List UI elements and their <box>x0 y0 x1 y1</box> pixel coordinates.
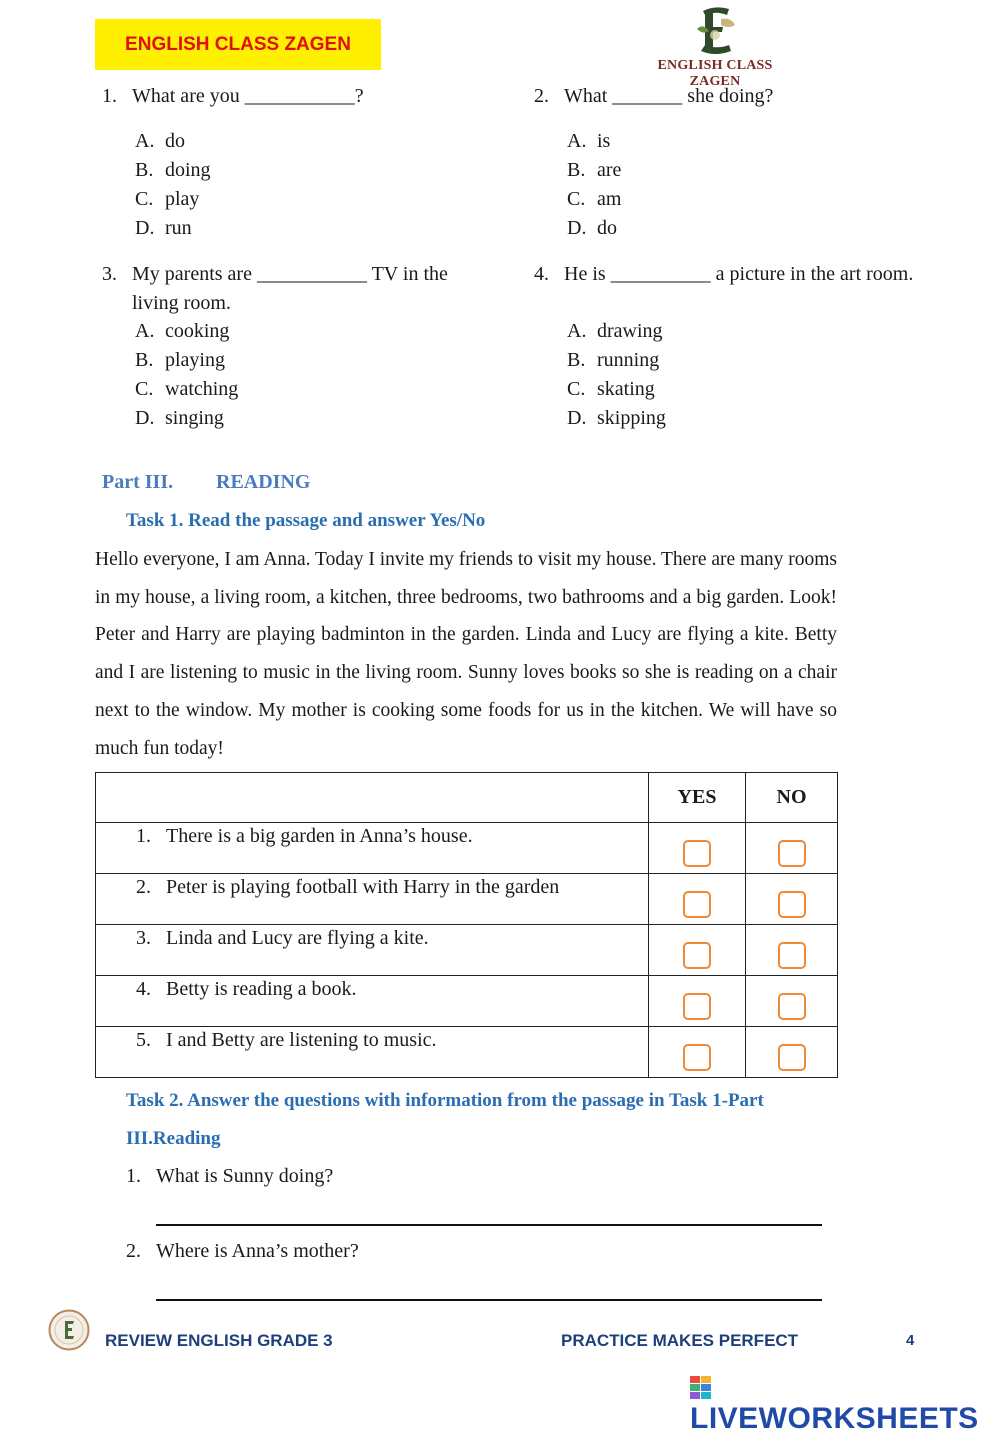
table-row <box>96 1027 838 1078</box>
question-number: 2. <box>534 85 549 107</box>
yes-checkbox[interactable] <box>683 942 711 969</box>
table-row <box>96 823 838 874</box>
question-3 <box>102 260 448 318</box>
task1-heading: Task 1. Read the passage and answer Yes/No <box>126 510 486 531</box>
option[interactable]: C. skating <box>567 378 655 400</box>
option[interactable]: C. am <box>567 188 622 210</box>
no-checkbox[interactable] <box>778 1044 806 1071</box>
option[interactable]: D. run <box>135 217 192 239</box>
question-text-continued: living room. <box>132 292 231 314</box>
option[interactable]: A. cooking <box>135 320 230 342</box>
table-row <box>96 925 838 976</box>
yes-cell <box>649 1027 746 1078</box>
question-text: He is __________ a picture in the art room. <box>564 263 914 285</box>
footer-logo <box>48 1309 90 1356</box>
yes-no-table <box>95 772 838 1078</box>
statement: 3. Linda and Lucy are flying a kite. <box>96 925 649 976</box>
part-title: READING <box>216 471 311 493</box>
no-cell <box>746 1027 838 1078</box>
yes-cell <box>649 976 746 1027</box>
liveworksheets-logo-icon <box>690 1374 712 1402</box>
statement: 1. There is a big garden in Anna’s house. <box>96 823 649 874</box>
header-banner: ENGLISH CLASS ZAGEN <box>95 19 381 70</box>
question-number: 3. <box>102 263 117 285</box>
option[interactable]: D. skipping <box>567 407 666 429</box>
question-text: My parents are ___________ TV in the <box>132 263 448 285</box>
footer-left-text: REVIEW ENGLISH GRADE 3 <box>105 1331 333 1350</box>
option[interactable]: B. are <box>567 159 622 181</box>
statement: 4. Betty is reading a book. <box>96 976 649 1027</box>
option[interactable]: A. drawing <box>567 320 663 342</box>
answer-line-2[interactable] <box>156 1299 822 1301</box>
option[interactable]: C. play <box>135 188 200 210</box>
yes-checkbox[interactable] <box>683 840 711 867</box>
question-2-options <box>567 127 621 243</box>
option[interactable]: B. playing <box>135 349 225 371</box>
question-3-options <box>135 317 238 433</box>
yes-cell <box>649 823 746 874</box>
question-4 <box>534 260 913 289</box>
answer-line-1[interactable] <box>156 1224 822 1226</box>
task2-heading: Task 2. Answer the questions with information from the passage in Task 1-Part <box>126 1090 764 1111</box>
no-cell <box>746 925 838 976</box>
liveworksheets-text: LIVEWORKSHEETS <box>690 1402 979 1435</box>
footer-middle-text: PRACTICE MAKES PERFECT <box>561 1331 799 1350</box>
no-cell <box>746 976 838 1027</box>
yes-header: YES <box>649 773 746 823</box>
no-checkbox[interactable] <box>778 993 806 1020</box>
yes-cell <box>649 874 746 925</box>
yes-checkbox[interactable] <box>683 891 711 918</box>
statement: 5. I and Betty are listening to music. <box>96 1027 649 1078</box>
option[interactable]: D. singing <box>135 407 224 429</box>
no-checkbox[interactable] <box>778 840 806 867</box>
question-text: What _______ she doing? <box>564 85 774 107</box>
no-checkbox[interactable] <box>778 942 806 969</box>
task2-question-1: 1. What is Sunny doing? <box>126 1165 334 1187</box>
yes-cell <box>649 925 746 976</box>
logo-emblem-icon <box>685 5 745 57</box>
logo-text: ENGLISH CLASS ZAGEN <box>657 58 773 89</box>
no-cell <box>746 823 838 874</box>
no-header: NO <box>746 773 838 823</box>
page-number: 4 <box>906 1332 915 1349</box>
header-empty-cell <box>96 773 649 823</box>
liveworksheets-watermark <box>690 1374 1000 1436</box>
question-text: What are you ___________? <box>132 85 364 107</box>
reading-passage: Hello everyone, I am Anna. Today I invite my friends to visit my house. There are many rooms in my house, a living room, a kitchen, three bedrooms, two bathrooms and a big garden. Look! Peter and Harry are playing badminton in the garden. Linda and Lucy are flying a kite. Betty and I are listening to music in the living room. Sunny loves books so she is reading on a chair next to the window. My mother is cooking some foods for us in the kitchen. We will have so much fun today! <box>95 549 837 759</box>
yes-checkbox[interactable] <box>683 1044 711 1071</box>
part-label: Part III. <box>102 471 174 493</box>
option[interactable]: A. is <box>567 130 611 152</box>
class-seal-icon <box>48 1309 90 1351</box>
task2-heading-continued: III.Reading <box>126 1128 221 1149</box>
option[interactable]: C. watching <box>135 378 239 400</box>
option[interactable]: B. doing <box>135 159 211 181</box>
question-4-options <box>567 317 666 433</box>
question-1 <box>102 82 364 111</box>
question-1-options <box>135 127 211 243</box>
option[interactable]: B. running <box>567 349 660 371</box>
no-cell <box>746 874 838 925</box>
table-row <box>96 976 838 1027</box>
task2-question-2: 2. Where is Anna’s mother? <box>126 1240 359 1262</box>
table-header-row <box>96 773 838 823</box>
question-number: 4. <box>534 263 549 285</box>
yes-checkbox[interactable] <box>683 993 711 1020</box>
logo <box>640 5 790 89</box>
question-number: 1. <box>102 85 117 107</box>
option[interactable]: D. do <box>567 217 617 239</box>
statement: 2. Peter is playing football with Harry in the garden <box>96 874 649 925</box>
no-checkbox[interactable] <box>778 891 806 918</box>
table-row <box>96 874 838 925</box>
option[interactable]: A. do <box>135 130 185 152</box>
question-2 <box>534 82 773 111</box>
